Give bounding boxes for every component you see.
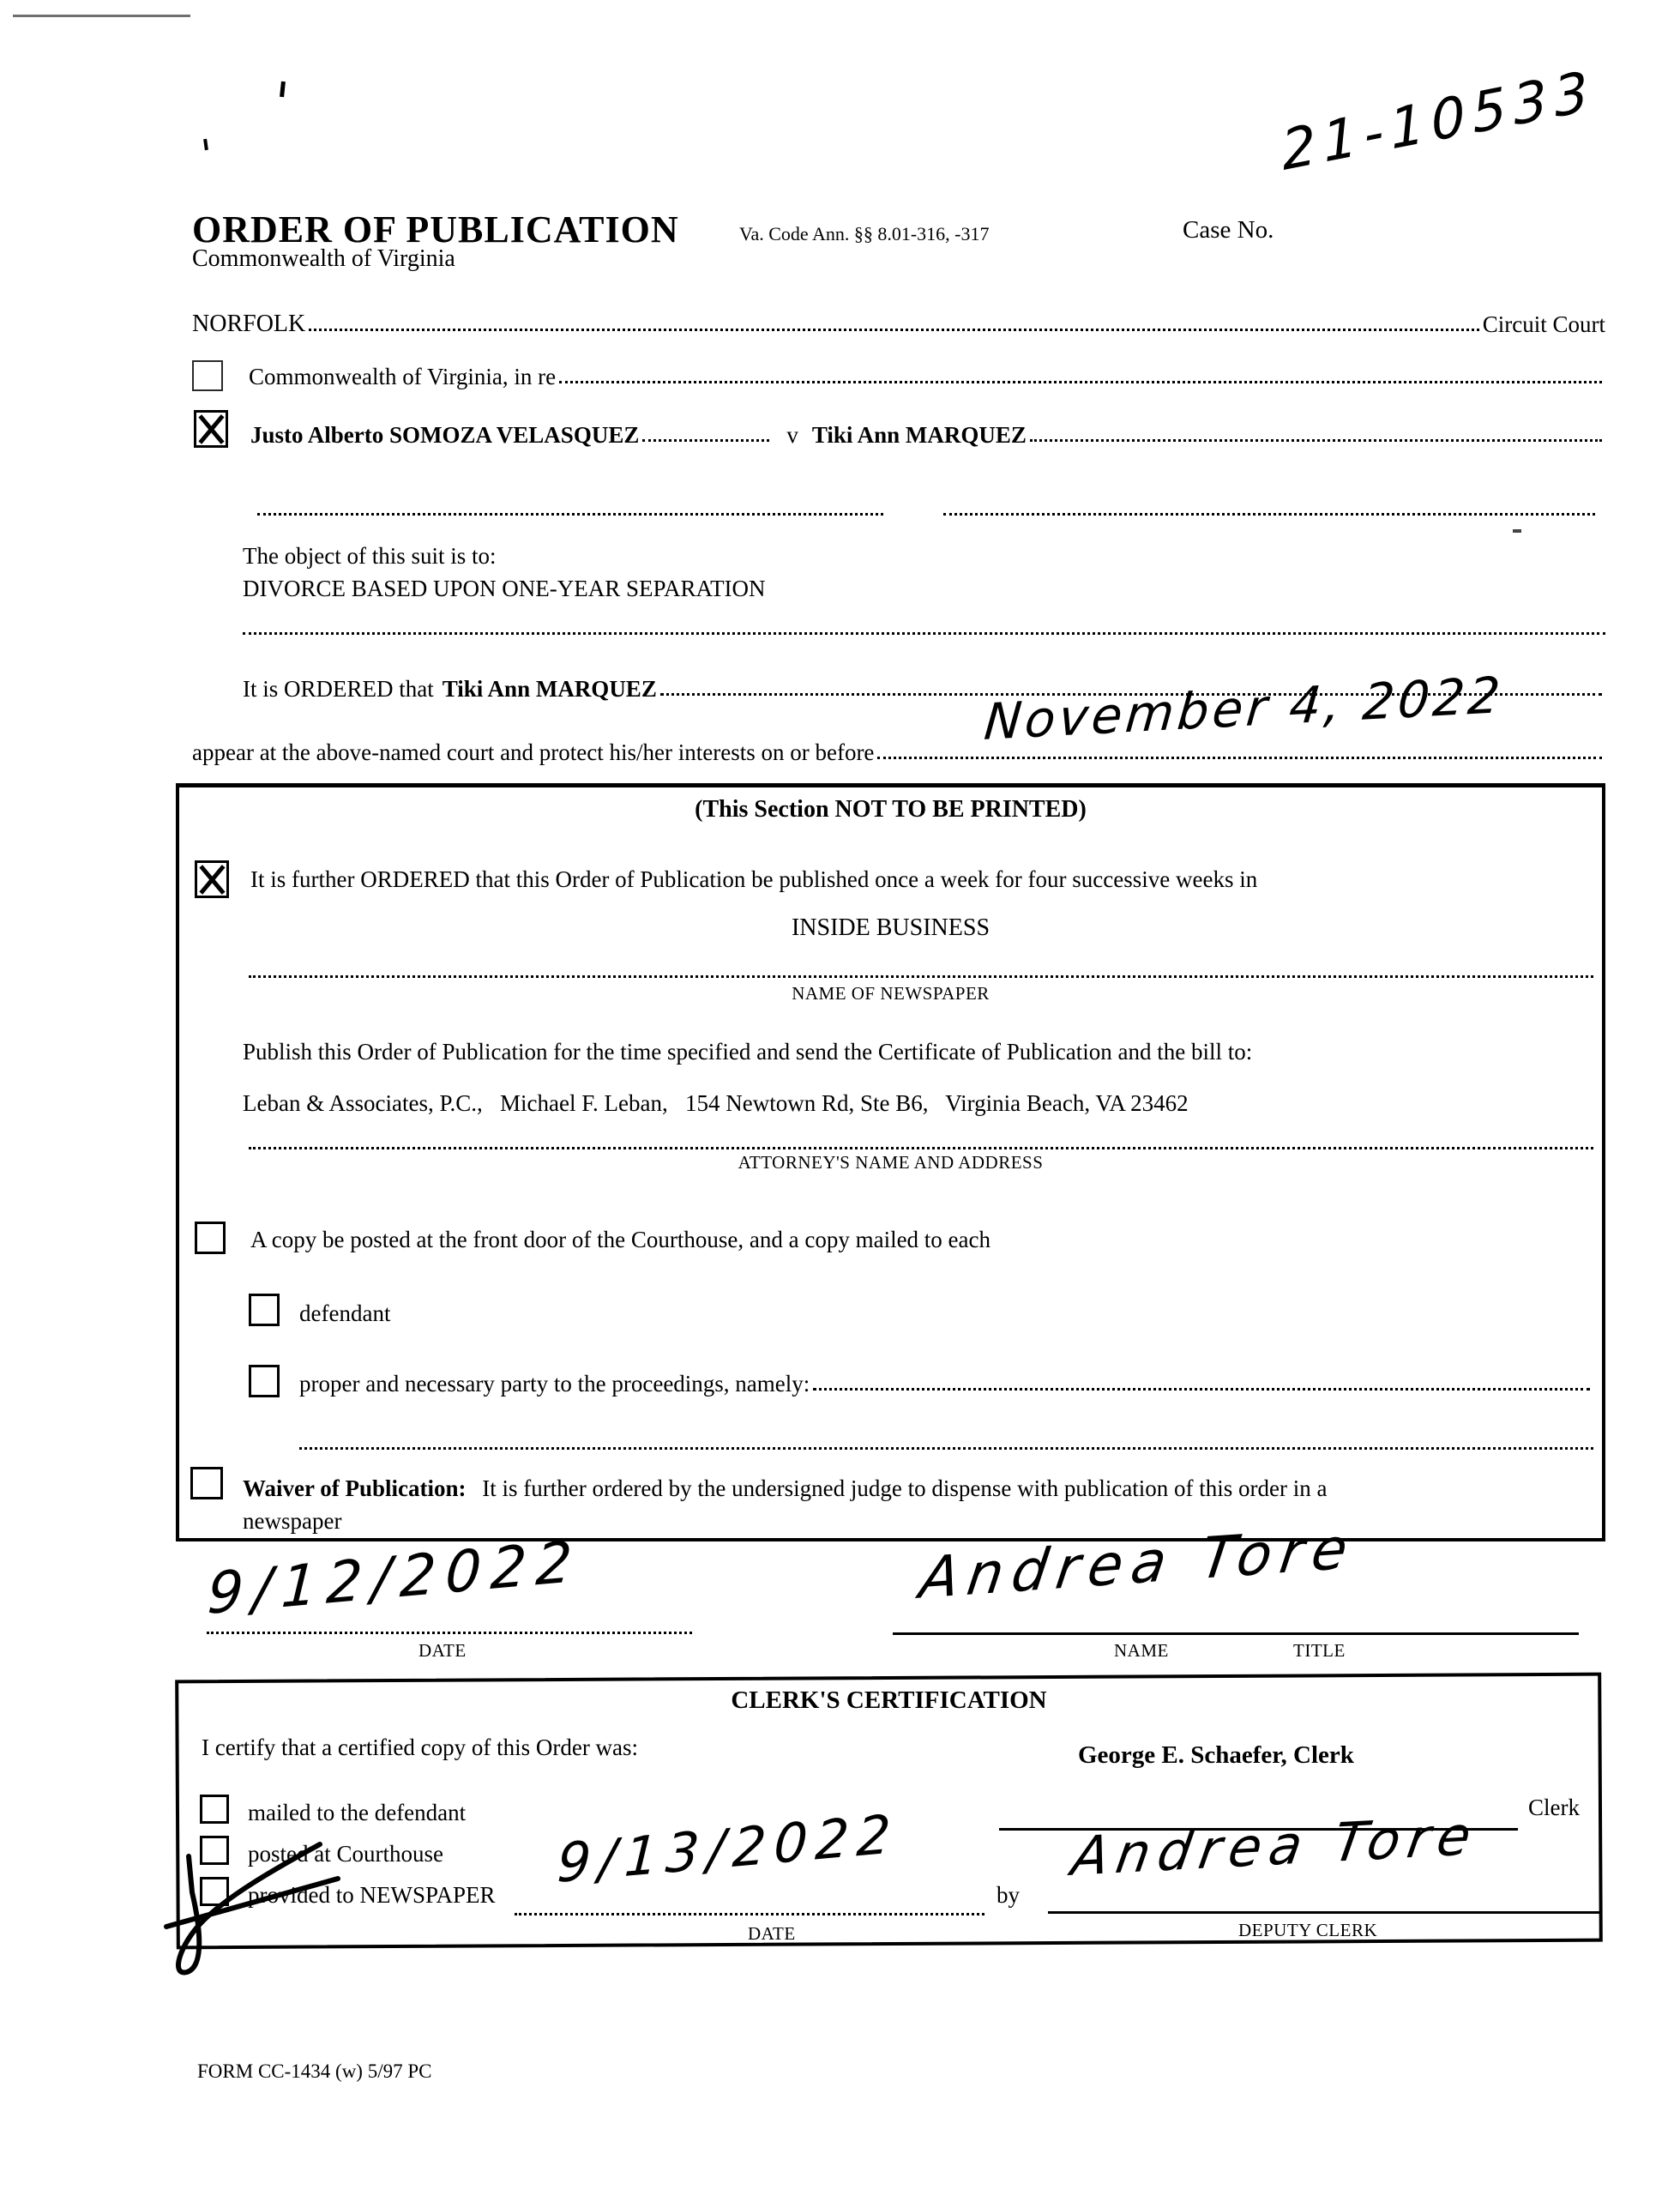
copy-posted-label: A copy be posted at the front door of the Courthouse, and a copy mailed to each <box>250 1227 991 1252</box>
blank-line <box>299 1447 1593 1450</box>
proper-party-label: proper and necessary party to the proceedings, namely: <box>299 1371 810 1397</box>
clerk-name: George E. Schaefer, Clerk <box>1078 1741 1354 1769</box>
mailed-label: mailed to the defendant <box>248 1800 467 1825</box>
certify-text: I certify that a certified copy of this Order was: <box>202 1734 639 1760</box>
defendant-option-checkbox[interactable] <box>249 1294 280 1326</box>
proper-party-checkbox[interactable] <box>249 1365 280 1397</box>
page-title: ORDER OF PUBLICATION <box>192 208 679 250</box>
attorney-caption: ATTORNEY'S NAME AND ADDRESS <box>738 1152 1044 1173</box>
case-no-label: Case No. <box>1183 216 1274 244</box>
court-type-label: Circuit Court <box>1482 311 1605 338</box>
scan-speck <box>280 81 286 97</box>
defendant-name: Tiki Ann MARQUEZ <box>811 422 1027 448</box>
signature-field-line[interactable] <box>893 1632 1579 1635</box>
dotted-leader <box>559 381 1602 383</box>
defendant-option-label: defendant <box>299 1300 391 1326</box>
form-number: FORM CC-1434 (w) 5/97 PC <box>197 2060 432 2082</box>
not-to-be-printed-heading: (This Section NOT TO BE PRINTED) <box>695 796 1087 823</box>
court-line <box>192 311 1605 338</box>
dotted-leader <box>877 757 1602 759</box>
provided-label: provided to NEWSPAPER <box>248 1882 496 1908</box>
parties-line <box>250 422 1605 449</box>
court-name: NORFOLK <box>192 311 306 337</box>
code-reference: Va. Code Ann. §§ 8.01-316, -317 <box>739 223 990 244</box>
dotted-leader <box>813 1388 1590 1391</box>
object-of-suit-label: The object of this suit is to: <box>243 543 497 569</box>
ordered-name: Tiki Ann MARQUEZ <box>442 676 657 702</box>
date-caption: DATE <box>418 1640 467 1661</box>
dotted-leader <box>309 329 1479 331</box>
waiver-line <box>243 1475 1328 1502</box>
deputy-signature-line[interactable] <box>1048 1911 1602 1914</box>
object-of-suit-value: DIVORCE BASED UPON ONE-YEAR SEPARATION <box>243 576 766 601</box>
appear-text: appear at the above-named court and protect his/her interests on or before <box>192 739 875 765</box>
waiver-label: Waiver of Publication: <box>243 1475 467 1501</box>
name-caption: NAME <box>1114 1640 1169 1661</box>
newspaper-caption: NAME OF NEWSPAPER <box>792 983 990 1004</box>
handwritten-checkmark <box>161 1837 341 1988</box>
blank-line <box>243 632 1605 635</box>
deputy-clerk-caption: DEPUTY CLERK <box>1238 1920 1378 1940</box>
proper-party-line <box>299 1371 1593 1397</box>
publish-order-text: It is further ORDERED that this Order of Publication be published once a week for four successive weeks in <box>250 866 1258 892</box>
commonwealth-option-label: Commonwealth of Virginia, in re <box>249 364 557 389</box>
defendant-blank-line <box>943 513 1595 516</box>
commonwealth-line <box>249 364 1605 390</box>
attorney-name-address: Leban & Associates, P.C., Michael F. Leban, 154 Newtown Rd, Ste B6, Virginia Beach, VA 23462 <box>243 1090 1189 1116</box>
appear-line <box>192 739 1605 766</box>
clerk-caption: Clerk <box>1528 1795 1580 1820</box>
ordered-prefix: It is ORDERED that <box>243 676 434 702</box>
scan-speck <box>1513 529 1521 533</box>
clerk-date-line[interactable] <box>515 1913 985 1915</box>
appear-date-handwritten: November 4, 2022 <box>982 665 1506 751</box>
scan-artifact-line <box>13 15 190 17</box>
newspaper-name: INSIDE BUSINESS <box>791 914 991 941</box>
clerk-certification-heading: CLERK'S CERTIFICATION <box>731 1686 1047 1714</box>
by-label: by <box>997 1882 1020 1908</box>
copy-posted-checkbox[interactable] <box>195 1222 226 1254</box>
attorney-blank-line <box>249 1147 1593 1149</box>
title-caption: TITLE <box>1293 1640 1346 1661</box>
dotted-leader <box>1030 439 1602 442</box>
clerk-date-handwritten: 9/13/2022 <box>556 1801 900 1895</box>
mailed-checkbox[interactable] <box>200 1795 229 1824</box>
waiver-text: It is further ordered by the undersigned judge to dispense with publication of this order in a <box>482 1475 1328 1501</box>
newspaper-blank-line <box>249 975 1593 978</box>
commonwealth-checkbox[interactable] <box>192 360 223 391</box>
scan-speck <box>203 139 208 150</box>
judge-date-handwritten: 9/12/2022 <box>206 1528 583 1627</box>
clerk-date-caption: DATE <box>748 1923 796 1944</box>
versus-label: v <box>786 422 798 448</box>
case-no-handwritten: 21-10533 <box>1279 58 1599 184</box>
publish-checkbox[interactable] <box>195 860 229 898</box>
publish-instruction: Publish this Order of Publication for the time specified and send the Certificate of Publication and the bill to: <box>243 1039 1253 1065</box>
judge-signature-handwritten: Andrea Tore <box>916 1514 1361 1612</box>
waiver-checkbox[interactable] <box>190 1467 223 1499</box>
plaintiff-name: Justo Alberto SOMOZA VELASQUEZ <box>250 422 640 448</box>
dotted-leader <box>642 439 769 442</box>
date-field-line[interactable] <box>207 1632 692 1634</box>
posted-label: posted at Courthouse <box>248 1841 443 1867</box>
deputy-signature-handwritten: Andrea Tore <box>1068 1803 1484 1888</box>
parties-checkbox[interactable] <box>194 410 228 448</box>
plaintiff-blank-line <box>257 513 883 516</box>
waiver-text-line2: newspaper <box>243 1508 342 1534</box>
page-subtitle: Commonwealth of Virginia <box>192 245 455 272</box>
